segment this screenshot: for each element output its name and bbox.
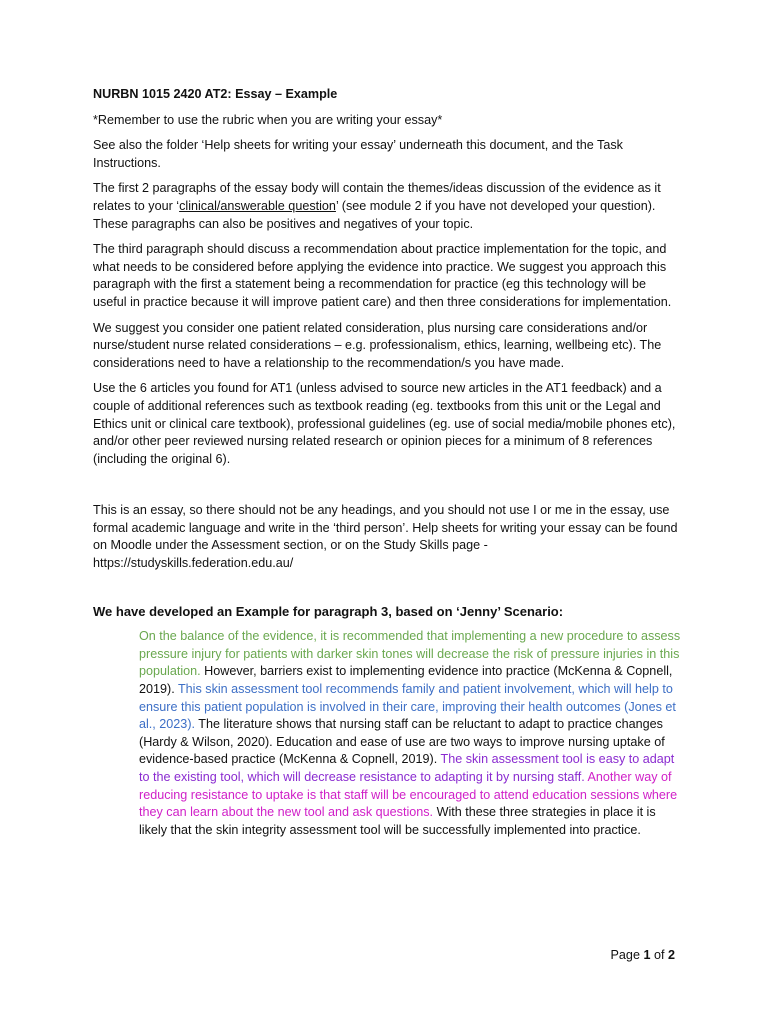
example-ease-of-use: The skin assessment tool is easy to adapt to the existing tool, which will decrease resistance to adapting it by nursing staff. <box>139 752 675 784</box>
example-paragraph <box>139 628 681 839</box>
example-patient-consideration: This skin assessment tool recommends family and patient involvement, which will help to ensure this patient population is involved in their care, improving their health outcomes (Jones et al., 2023). <box>139 682 676 732</box>
blank-line <box>93 476 683 502</box>
example-education: Another way of reducing resistance to uptake is that staff will be encouraged to attend education sessions where they can learn about the new tool and ask questions. <box>139 770 678 820</box>
page-number <box>611 948 675 962</box>
paragraph-recommendation: The third paragraph should discuss a recommendation about practice implementation for the topic, and what needs to be considered before applying the evidence into practice. We suggest you approach this paragraph with the first a statement being a recommendation for practice (eg this technology will be useful in practice because it will improve patient care) and then three considerations for implementation. <box>93 242 672 309</box>
page-total: 2 <box>667 948 675 962</box>
example-heading: We have developed an Example for paragraph 3, based on ‘Jenny’ Scenario: <box>93 603 564 619</box>
example-conclusion: With these three strategies in place it is likely that the skin integrity assessment tool will be successfully implemented into practice. <box>139 805 656 837</box>
paragraph-themes-text-start: The first 2 paragraphs of the essay body will contain the themes/ideas discussion of the evidence as it relates to your ‘ <box>93 181 661 213</box>
document-title: NURBN 1015 2420 AT2: Essay – Example <box>93 87 338 101</box>
paragraph-references: Use the 6 articles you found for AT1 (unless advised to source new articles in the AT1 feedback) and a couple of additional references such as textbook reading (eg. textbooks from this unit or the Legal and Ethics unit or clinical care textbook), professional guidelines (eg. use of social media/mobile phones etc), and/or other peer reviewed nursing related research or opinion pieces for a minimum of 8 references (including the original 6). <box>93 381 676 466</box>
page-current: 1 <box>643 948 651 962</box>
paragraph-essay-rules: This is an essay, so there should not be any headings, and you should not use I or me in the essay, use formal academic language and write in the ‘third person’. Help sheets for writing your essay can be found on Moodle under the Assessment section, or on the Study Skills page - https://studyskills.federation.edu.au/ <box>93 503 678 571</box>
example-literature: The literature shows that nursing staff can be reluctant to adapt to practice changes (Hardy & Wilson, 2020). Education and ease of use are two ways to improve nursing uptake of evidence-based practice (McKenna & Copnell, 2019). <box>139 717 665 767</box>
paragraph-themes-text-end: ’ (see module 2 if you have not developed your question). These paragraphs can also be positives and negatives of your topic. <box>93 198 656 231</box>
paragraph-themes <box>93 180 683 233</box>
of-word: of <box>653 948 665 962</box>
example-barriers: However, barriers exist to implementing evidence into practice (McKenna & Copnell, 2019). <box>139 664 673 697</box>
blank-line <box>93 581 683 603</box>
document-page <box>93 86 683 839</box>
clinical-question-underlined: clinical/answerable question <box>179 198 336 213</box>
page-word: Page <box>610 948 640 962</box>
see-also-paragraph: See also the folder ‘Help sheets for writing your essay’ underneath this document, and the Task Instructions. <box>93 138 623 170</box>
example-recommendation: On the balance of the evidence, it is recommended that implementing a new procedure to assess pressure injury for patients with darker skin tones will decrease the risk of pressure injuries in this population. <box>139 629 681 679</box>
paragraph-considerations: We suggest you consider one patient related consideration, plus nursing care considerations and/or nurse/student nurse related considerations – e.g. professionalism, ethics, learning, wellbeing etc). The considerations need to have a relationship to the recommendation/s you have made. <box>93 320 662 370</box>
rubric-reminder: *Remember to use the rubric when you are writing your essay* <box>93 112 443 127</box>
